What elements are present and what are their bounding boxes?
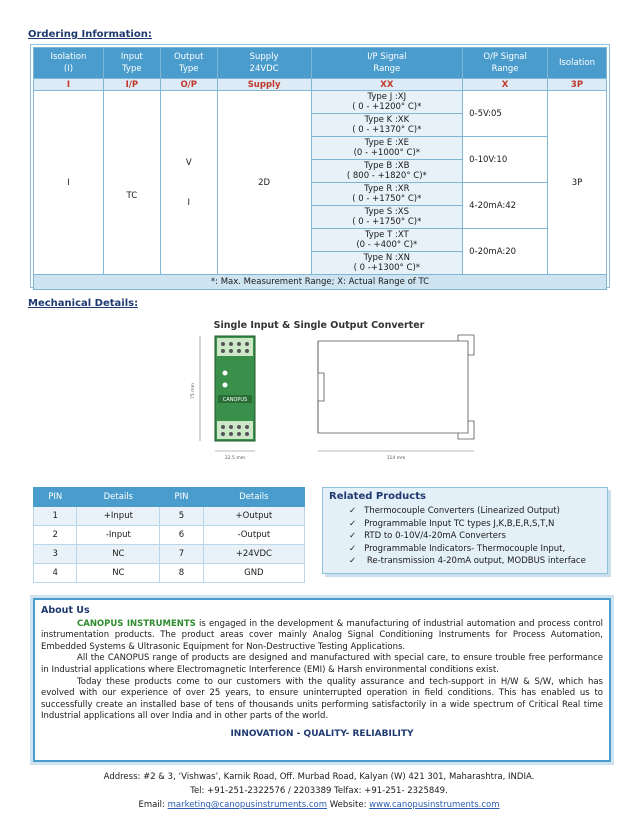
pin-table — [33, 487, 305, 583]
side-view-drawing — [308, 333, 488, 463]
table-row — [34, 507, 305, 526]
width-dimension: 22.5 mm — [224, 456, 246, 461]
header-ip-signal: I/P Signal Range — [311, 48, 463, 79]
ordering-table — [33, 47, 607, 290]
ordering-code-row — [34, 79, 607, 91]
pin-cell: +Output — [203, 507, 304, 526]
pin-cell: 1 — [34, 507, 77, 526]
output-range: 0-10V:10 — [463, 137, 548, 183]
top-terminals — [217, 338, 253, 356]
website-label: Website: — [327, 800, 370, 810]
pin-cell: NC — [77, 545, 160, 564]
pin-cell: -Input — [77, 526, 160, 545]
check-icon: ✓ — [349, 531, 357, 541]
drawing-title: Single Input & Single Output Converter — [213, 320, 425, 331]
header-op-signal: O/P Signal Range — [463, 48, 548, 79]
about-us-box — [33, 598, 611, 762]
front-view-drawing — [180, 333, 290, 463]
list-item: ✓ Programmable Input TC types J,K,B,E,R,S,T,N — [349, 518, 555, 529]
list-item: ✓ Programmable Indicators- Thermocouple Input, — [349, 543, 566, 554]
output-range: 0-5V:05 — [463, 91, 548, 137]
input-type-value: TC — [103, 91, 160, 275]
code-cell: O/P — [160, 79, 217, 91]
pin-header-row — [34, 488, 305, 507]
isolation-value: I — [34, 91, 104, 275]
pin-cell: 2 — [34, 526, 77, 545]
table-row — [34, 564, 305, 583]
bottom-terminals — [217, 421, 253, 439]
pin-header: PIN — [34, 488, 77, 507]
brand-label: CANOPUS — [222, 397, 248, 403]
pin-cell: 5 — [160, 507, 203, 526]
pin-cell: NC — [77, 564, 160, 583]
pin-cell: GND — [203, 564, 304, 583]
header-isolation: Isolation (I) — [34, 48, 104, 79]
pin-cell: 4 — [34, 564, 77, 583]
about-paragraph-1: CANOPUS INSTRUMENTS is engaged in the development & manufacturing of industrial automation and process control instrumentation products. The product areas cover mainly Analog Signal Conditioning Instruments for Process Automation, Embedded Systems & Ultrasonic Equipment for Non-Destructive Testing Applications. — [41, 618, 604, 652]
signal-cell: Type E :XE (0 - +1000° C)* — [311, 137, 463, 160]
ordering-header-row — [34, 48, 607, 79]
code-cell: X — [463, 79, 548, 91]
output-type-value: V I — [160, 91, 217, 275]
signal-cell: Type B :XB ( 800 - +1820° C)* — [311, 160, 463, 183]
pin-cell: +Input — [77, 507, 160, 526]
code-cell: Supply — [217, 79, 311, 91]
check-icon: ✓ — [349, 556, 357, 566]
side-outline — [318, 341, 468, 433]
depth-dimension: 114 mm — [386, 456, 406, 461]
code-cell: XX — [311, 79, 463, 91]
pin-cell: 7 — [160, 545, 203, 564]
code-cell: I — [34, 79, 104, 91]
related-title: Related Products — [329, 491, 426, 502]
pin-cell: 8 — [160, 564, 203, 583]
footer-address: Address: #2 & 3, ‘Vishwas’, Karnik Road, Off. Murbad Road, Kalyan (W) 421 301, Maharashtra, INDIA. — [103, 772, 535, 782]
signal-cell: Type J :XJ ( 0 - +1200° C)* — [311, 91, 463, 114]
header-output-type: Output Type — [160, 48, 217, 79]
footer-phone: Tel: +91-251-2322576 / 2203389 Telfax: +91-251- 2325849. — [190, 786, 448, 796]
ordering-footnote: *: Max. Measurement Range; X: Actual Range of TC — [34, 275, 607, 290]
supply-value: 2D — [217, 91, 311, 275]
table-row — [34, 545, 305, 564]
signal-cell: Type R :XR ( 0 - +1750° C)* — [311, 183, 463, 206]
list-item: ✓ Thermocouple Converters (Linearized Output) — [349, 506, 560, 516]
pin-header: PIN — [160, 488, 203, 507]
about-title: About Us — [41, 605, 90, 616]
pin-cell: 3 — [34, 545, 77, 564]
isolation-2-value: 3P — [548, 91, 607, 275]
email-label: Email: — [138, 800, 168, 810]
header-input-type: Input Type — [103, 48, 160, 79]
brand-name: CANOPUS INSTRUMENTS — [77, 618, 196, 629]
details-header: Details — [77, 488, 160, 507]
signal-cell: Type S :XS ( 0 - +1750° C)* — [311, 206, 463, 229]
signal-cell: Type T :XT (0 - +400° C)* — [311, 229, 463, 252]
list-item: ✓ RTD to 0-10V/4-20mA Converters — [349, 531, 506, 541]
footer-contact — [0, 798, 638, 812]
related-list — [323, 505, 607, 568]
pin-cell: -Output — [203, 526, 304, 545]
ordering-title: Ordering Information: — [28, 29, 152, 40]
code-cell: 3P — [548, 79, 607, 91]
pin-cell: +24VDC — [203, 545, 304, 564]
related-products-box — [322, 487, 608, 574]
pin-cell: 6 — [160, 526, 203, 545]
signal-cell: Type K :XK ( 0 - +1370° C)* — [311, 114, 463, 137]
header-isolation-2: Isolation — [548, 48, 607, 79]
email-link[interactable]: marketing@canopusinstruments.com — [167, 800, 328, 810]
tagline: INNOVATION - QUALITY- RELIABILITY — [230, 728, 414, 739]
details-header: Details — [203, 488, 304, 507]
output-range: 4-20mA:42 — [463, 183, 548, 229]
table-row — [34, 526, 305, 545]
led-icon — [223, 371, 228, 376]
website-link[interactable]: www.canopusinstruments.com — [369, 800, 500, 810]
header-supply: Supply 24VDC — [217, 48, 311, 79]
footer — [0, 770, 638, 812]
height-dimension: 75 mm — [191, 383, 196, 399]
check-icon: ✓ — [349, 518, 357, 529]
about-paragraph-3: Today these products come to our customers with the quality assurance and tech-support in H/W & S/W, which has evolved with our experience of over 25 years, to ensure uninterrupted operation in field conditions. This has enabled us to successfully create an installed base of tens of thousands units performing satisfactorily in a wide spectrum of Critical Real time Industrial applications all over India and in other parts of the world. — [41, 676, 603, 722]
check-icon: ✓ — [349, 506, 357, 516]
led-icon — [223, 383, 228, 388]
list-item: ✓ Re-transmission 4-20mA output, MODBUS interface — [349, 556, 586, 566]
about-paragraph-2: All the CANOPUS range of products are designed and manufactured with special care, to ensure trouble free performance in Industrial applications where Electromagnetic Interference (EMI) & Harsh environmental conditions exist. — [41, 653, 603, 675]
check-icon: ✓ — [349, 543, 357, 554]
signal-cell: Type N :XN ( 0 -+1300° C)* — [311, 252, 463, 275]
output-range: 0-20mA:20 — [463, 229, 548, 275]
code-cell: I/P — [103, 79, 160, 91]
mechanical-title: Mechanical Details: — [28, 298, 139, 309]
